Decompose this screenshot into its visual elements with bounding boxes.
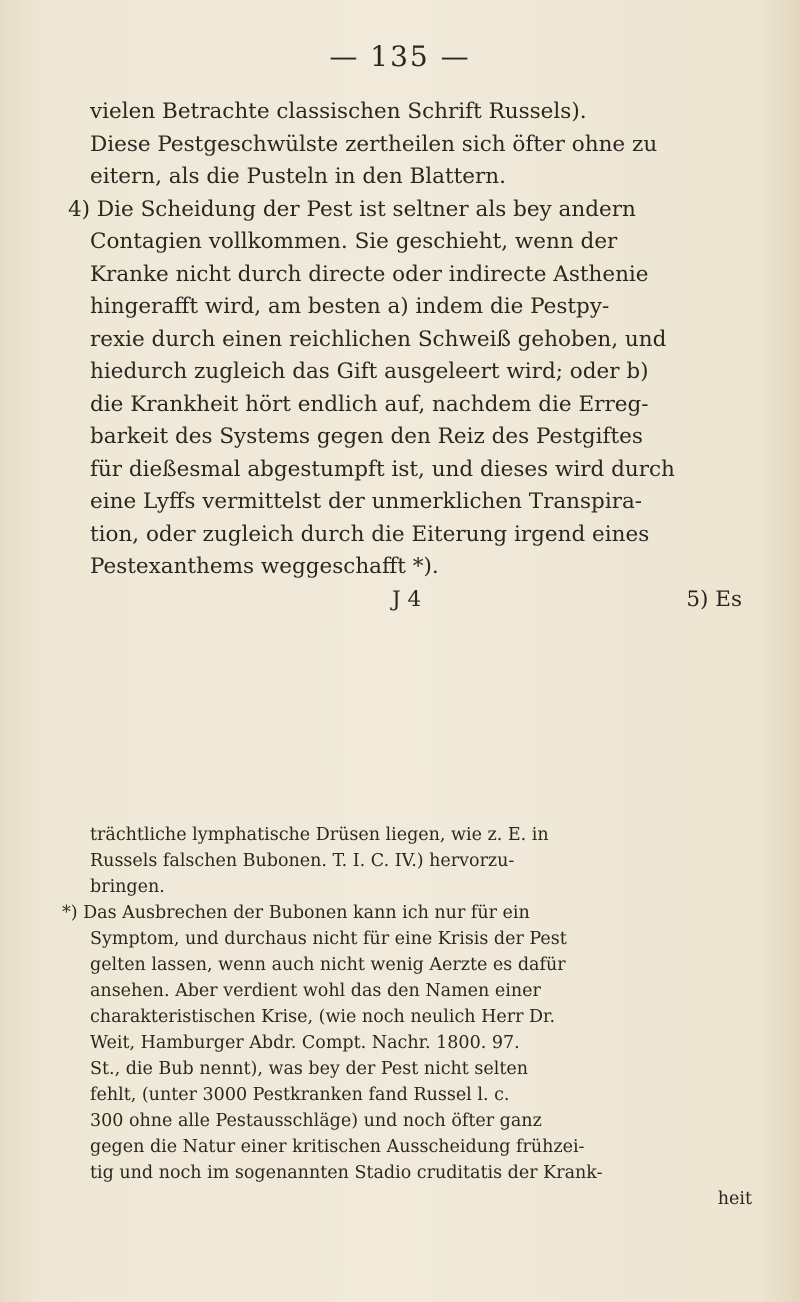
footnote-line: tig und noch im sogenannten Stadio cruditatis der Krank- — [90, 1163, 603, 1183]
body-line: Kranke nicht durch directe oder indirecte Asthenie — [90, 261, 649, 287]
footnotes-block — [62, 822, 752, 1212]
footnote-line: Symptom, und durchaus nicht für eine Krisis der Pest — [90, 929, 567, 949]
body-line: hiedurch zugleich das Gift ausgeleert wird; oder b) — [90, 359, 649, 384]
body-line: vielen Betrachte classischen Schrift Russels). — [90, 99, 587, 124]
footnote-line: trächtliche lymphatische Drüsen liegen, wie z. E. in — [90, 825, 549, 845]
body-line: eitern, als die Pusteln in den Blattern. — [90, 164, 506, 189]
footnote-line: *) Das Ausbrechen der Bubonen kann ich nur für ein — [62, 903, 530, 923]
body-line: Pestexanthems weggeschafft *). — [90, 554, 439, 579]
page-number: — 135 — — [329, 40, 471, 73]
body-line: eine Lyffs vermittelst der unmerklichen Transpira- — [90, 489, 643, 514]
footnote-line: fehlt, (unter 3000 Pestkranken fand Russel l. c. — [90, 1085, 510, 1105]
footnote-line: Weit, Hamburger Abdr. Compt. Nachr. 1800. 97. — [90, 1033, 520, 1053]
body-line: Diese Pestgeschwülste zertheilen sich öfter ohne zu — [90, 131, 658, 157]
body-line: rexie durch einen reichlichen Schweiß gehoben, und — [90, 326, 667, 352]
printer-signature: J 4 — [392, 586, 422, 612]
footnote-line: gelten lassen, wenn auch nicht wenig Aerzte es dafür — [90, 955, 566, 975]
body-line: barkeit des Systems gegen den Reiz des Pestgiftes — [90, 424, 643, 449]
body-line: für dießesmal abgestumpft ist, und dieses wird durch — [90, 456, 675, 482]
footnote-line: St., die Bub nennt), was bey der Pest nicht selten — [90, 1059, 528, 1079]
catchword: 5) Es — [686, 586, 742, 612]
footnote-line: 300 ohne alle Pestausschläge) und noch öfter ganz — [90, 1111, 542, 1131]
body-line: 4) Die Scheidung der Pest ist seltner als bey andern — [68, 196, 636, 222]
body-line: die Krankheit hört endlich auf, nachdem die Erreg- — [90, 391, 649, 417]
footnote-line: Russels falschen Bubonen. T. I. C. IV.) hervorzu- — [90, 851, 515, 871]
body-line: Contagien vollkommen. Sie geschieht, wenn der — [90, 229, 618, 254]
body-line: hingerafft wird, am besten a) indem die Pestpy- — [90, 294, 610, 319]
main-text-block — [62, 96, 742, 620]
footnote-line: heit — [717, 1189, 752, 1209]
footnote-line: ansehen. Aber verdient wohl das den Namen einer — [90, 981, 541, 1001]
footnote-line: gegen die Natur einer kritischen Ausscheidung frühzei- — [90, 1137, 585, 1157]
footnote-line: charakteristischen Krise, (wie noch neulich Herr Dr. — [90, 1007, 556, 1027]
body-line: tion, oder zugleich durch die Eiterung irgend eines — [90, 521, 650, 547]
signature-row — [62, 584, 742, 620]
footnote-line: bringen. — [90, 877, 165, 897]
